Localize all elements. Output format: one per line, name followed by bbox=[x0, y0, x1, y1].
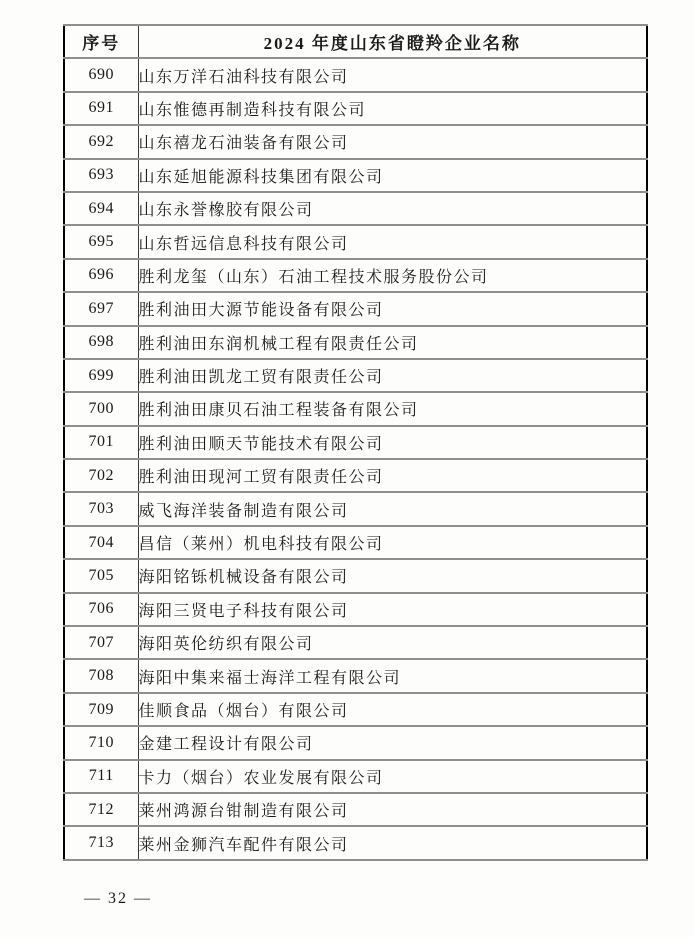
company-name-cell: 佳顺食品（烟台）有限公司 bbox=[138, 693, 647, 726]
company-name-cell: 威飞海洋装备制造有限公司 bbox=[138, 492, 647, 525]
column-header-serial: 序号 bbox=[64, 25, 138, 58]
table-row bbox=[64, 159, 647, 192]
serial-number-cell: 690 bbox=[64, 58, 138, 91]
serial-number-cell: 712 bbox=[64, 793, 138, 826]
serial-number-cell: 691 bbox=[64, 92, 138, 125]
serial-number-cell: 709 bbox=[64, 693, 138, 726]
table-row bbox=[64, 726, 647, 759]
table-row bbox=[64, 793, 647, 826]
table-row bbox=[64, 559, 647, 592]
table-row bbox=[64, 593, 647, 626]
table-row bbox=[64, 392, 647, 425]
company-name-cell: 山东延旭能源科技集团有限公司 bbox=[138, 159, 647, 192]
serial-number-cell: 699 bbox=[64, 359, 138, 392]
company-name-cell: 胜利油田康贝石油工程装备有限公司 bbox=[138, 392, 647, 425]
table-row bbox=[64, 192, 647, 225]
serial-number-cell: 694 bbox=[64, 192, 138, 225]
serial-number-cell: 701 bbox=[64, 426, 138, 459]
table-row bbox=[64, 58, 647, 91]
company-name-cell: 莱州鸿源台钳制造有限公司 bbox=[138, 793, 647, 826]
table-row bbox=[64, 125, 647, 158]
page-number: — 32 — bbox=[84, 890, 152, 907]
serial-number-cell: 692 bbox=[64, 125, 138, 158]
serial-number-cell: 713 bbox=[64, 826, 138, 859]
company-name-cell: 山东禧龙石油装备有限公司 bbox=[138, 125, 647, 158]
table-row bbox=[64, 626, 647, 659]
serial-number-cell: 708 bbox=[64, 659, 138, 692]
table-row bbox=[64, 760, 647, 793]
table-row bbox=[64, 259, 647, 292]
company-name-cell: 山东惟德再制造科技有限公司 bbox=[138, 92, 647, 125]
column-header-enterprise-name: 2024 年度山东省瞪羚企业名称 bbox=[138, 25, 647, 58]
company-name-cell: 莱州金狮汽车配件有限公司 bbox=[138, 826, 647, 859]
company-name-cell: 昌信（莱州）机电科技有限公司 bbox=[138, 526, 647, 559]
table-row bbox=[64, 92, 647, 125]
serial-number-cell: 698 bbox=[64, 326, 138, 359]
company-name-cell: 山东永誉橡胶有限公司 bbox=[138, 192, 647, 225]
table-row bbox=[64, 225, 647, 258]
serial-number-cell: 696 bbox=[64, 259, 138, 292]
table-row bbox=[64, 492, 647, 525]
company-name-cell: 山东哲远信息科技有限公司 bbox=[138, 225, 647, 258]
company-name-cell: 胜利油田凯龙工贸有限责任公司 bbox=[138, 359, 647, 392]
company-name-cell: 海阳铭铄机械设备有限公司 bbox=[138, 559, 647, 592]
table-row bbox=[64, 326, 647, 359]
serial-number-cell: 697 bbox=[64, 292, 138, 325]
company-name-cell: 胜利油田顺天节能技术有限公司 bbox=[138, 426, 647, 459]
company-name-cell: 金建工程设计有限公司 bbox=[138, 726, 647, 759]
serial-number-cell: 710 bbox=[64, 726, 138, 759]
serial-number-cell: 695 bbox=[64, 225, 138, 258]
company-name-cell: 胜利油田大源节能设备有限公司 bbox=[138, 292, 647, 325]
company-name-cell: 胜利油田现河工贸有限责任公司 bbox=[138, 459, 647, 492]
serial-number-cell: 702 bbox=[64, 459, 138, 492]
table-header bbox=[64, 25, 647, 58]
serial-number-cell: 700 bbox=[64, 392, 138, 425]
table-header-row bbox=[64, 25, 647, 58]
gazelle-enterprise-table bbox=[63, 24, 648, 861]
company-name-cell: 胜利龙玺（山东）石油工程技术服务股份公司 bbox=[138, 259, 647, 292]
serial-number-cell: 693 bbox=[64, 159, 138, 192]
table-body bbox=[64, 58, 647, 859]
table-row bbox=[64, 526, 647, 559]
table-row bbox=[64, 459, 647, 492]
serial-number-cell: 711 bbox=[64, 760, 138, 793]
serial-number-cell: 706 bbox=[64, 593, 138, 626]
table-row bbox=[64, 659, 647, 692]
company-name-cell: 胜利油田东润机械工程有限责任公司 bbox=[138, 326, 647, 359]
table-row bbox=[64, 826, 647, 859]
company-name-cell: 海阳中集来福士海洋工程有限公司 bbox=[138, 659, 647, 692]
company-name-cell: 卡力（烟台）农业发展有限公司 bbox=[138, 760, 647, 793]
serial-number-cell: 705 bbox=[64, 559, 138, 592]
table-row bbox=[64, 426, 647, 459]
serial-number-cell: 704 bbox=[64, 526, 138, 559]
company-name-cell: 海阳三贤电子科技有限公司 bbox=[138, 593, 647, 626]
table-row bbox=[64, 693, 647, 726]
serial-number-cell: 707 bbox=[64, 626, 138, 659]
company-name-cell: 山东万洋石油科技有限公司 bbox=[138, 58, 647, 91]
serial-number-cell: 703 bbox=[64, 492, 138, 525]
table-row bbox=[64, 292, 647, 325]
table-row bbox=[64, 359, 647, 392]
company-name-cell: 海阳英伦纺织有限公司 bbox=[138, 626, 647, 659]
